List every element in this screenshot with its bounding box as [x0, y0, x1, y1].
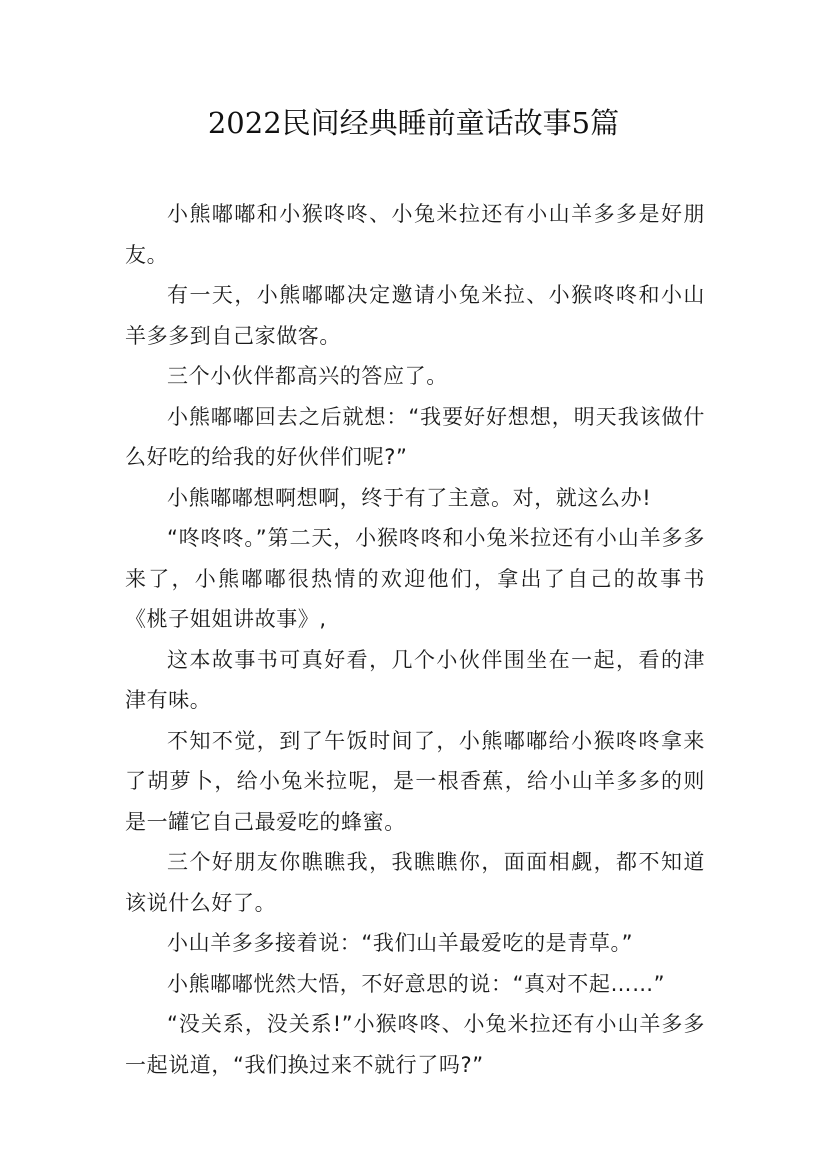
paragraph: “咚咚咚。”第二天，小猴咚咚和小兔米拉还有小山羊多多来了，小熊嘟嘟很热情的欢迎他们，拿出了自己的故事书《桃子姐姐讲故事》,	[125, 526, 705, 631]
paragraph: 小熊嘟嘟和小猴咚咚、小兔米拉还有小山羊多多是好朋友。	[125, 202, 705, 267]
paragraph: 有一天，小熊嘟嘟决定邀请小兔米拉、小猴咚咚和小山羊多多到自己家做客。	[125, 283, 705, 348]
paragraph: 小熊嘟嘟恍然大悟，不好意思的说：“真对不起……”	[167, 971, 666, 996]
paragraph: “没关系，没关系!”小猴咚咚、小兔米拉还有小山羊多多一起说道，“我们换过来不就行了吗?”	[125, 1012, 705, 1077]
document-title: 2022民间经典睡前童话故事5篇	[207, 106, 620, 140]
paragraph: 三个小伙伴都高兴的答应了。	[167, 364, 448, 388]
paragraph: 小熊嘟嘟回去之后就想：“我要好好想想，明天我该做什么好吃的给我的好伙伴们呢?”	[125, 404, 705, 469]
paragraph: 不知不觉，到了午饭时间了，小熊嘟嘟给小猴咚咚拿来了胡萝卜，给小兔米拉呢，是一根香蕉，给小山羊多多的则是一罐它自己最爱吃的蜂蜜。	[125, 728, 705, 834]
paragraph: 小山羊多多接着说：“我们山羊最爱吃的是青草。”	[167, 931, 634, 955]
paragraph: 这本故事书可真好看，几个小伙伴围坐在一起，看的津津有味。	[125, 647, 705, 712]
paragraph: 三个好朋友你瞧瞧我，我瞧瞧你，面面相觑，都不知道该说什么好了。	[125, 850, 705, 915]
paragraph: 小熊嘟嘟想啊想啊，终于有了主意。对，就这么办!	[167, 485, 652, 510]
document-body	[125, 194, 705, 1085]
